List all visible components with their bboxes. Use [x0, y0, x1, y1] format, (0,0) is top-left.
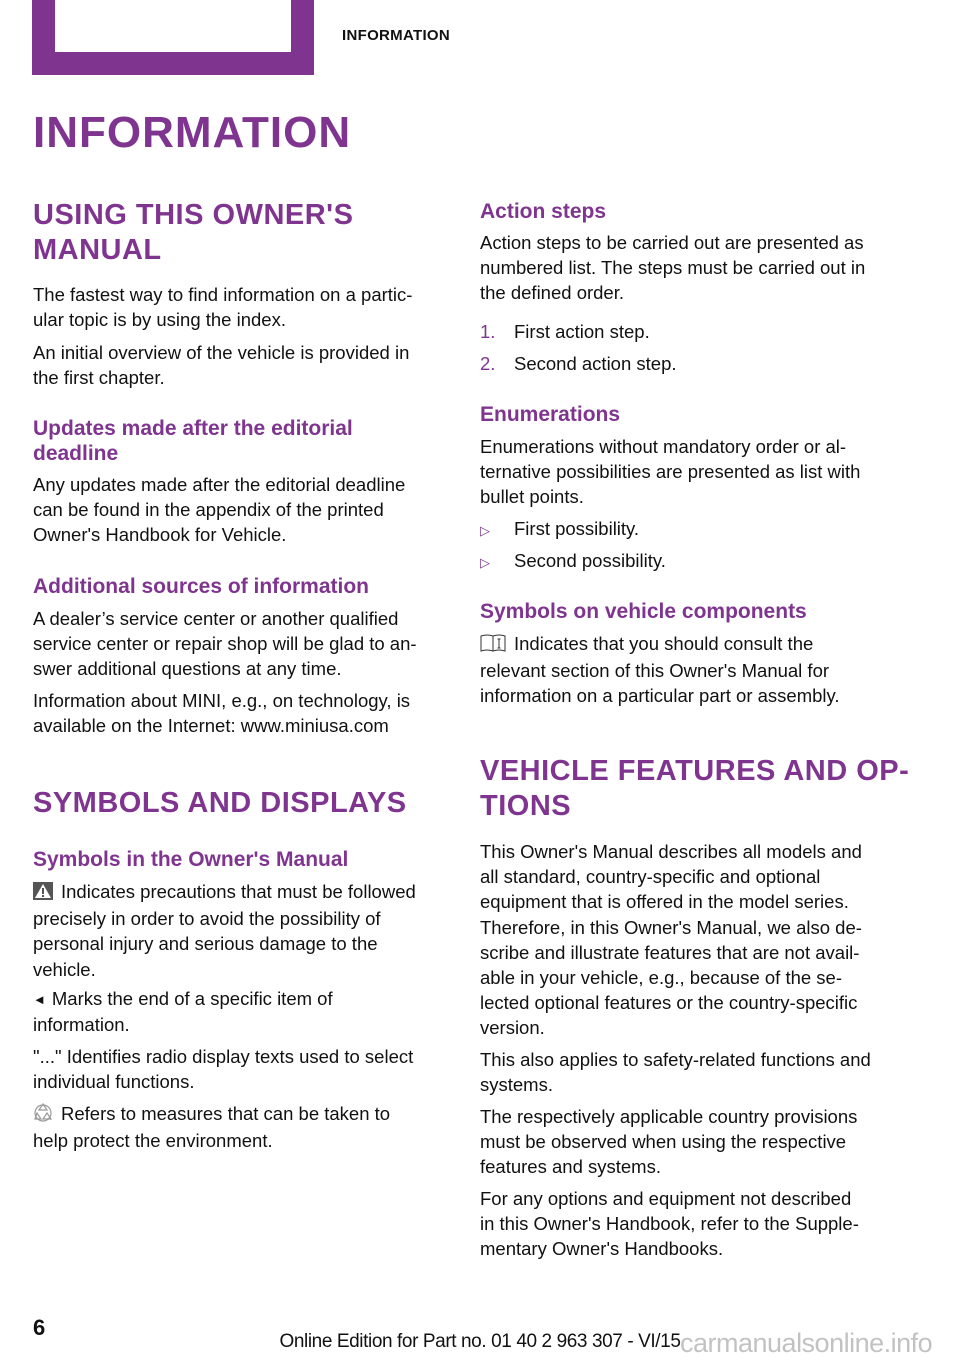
paragraph: This also applies to safety-related functions and systems. — [480, 1049, 871, 1096]
list-item-text: First action step. — [514, 321, 650, 342]
paragraph: Information about MINI, e.g., on technology, is available on the Internet: www.miniusa.com — [33, 690, 411, 737]
paragraph: "..." Identifies radio display texts used to select individual functions. — [33, 1046, 414, 1093]
warning-text: Indicates precautions that must be followed precisely in order to avoid the possibility of personal injury and serious damage to the vehicle. — [33, 881, 416, 980]
paragraph: A dealer’s service center or another qualified service center or repair shop will be glad to an- swer additional questions at any time. — [33, 608, 417, 680]
edition-footer: Online Edition for Part no. 01 40 2 963 307 - VI/15 — [279, 1331, 681, 1352]
list-number: 2. — [480, 353, 496, 374]
section-heading-vehicle-features: VEHICLE FEATURES AND OP- TIONS — [480, 755, 910, 822]
subheading-action-steps: Action steps — [480, 200, 607, 223]
end-mark-icon: ◄ — [33, 992, 46, 1007]
warning-triangle-icon — [33, 881, 53, 906]
subheading-additional-sources: Additional sources of information — [33, 575, 370, 598]
section-heading-using-manual: USING THIS OWNER'S MANUAL — [33, 199, 354, 266]
warning-paragraph — [33, 879, 453, 982]
page-number: 6 — [33, 1315, 46, 1340]
environment-text: Refers to measures that can be taken to help protect the environment. — [33, 1103, 391, 1152]
list-item — [480, 351, 677, 376]
paragraph: Any updates made after the editorial deadline can be found in the appendix of the printed Owner's Handbook for Vehicle. — [33, 474, 406, 546]
running-header: INFORMATION — [342, 27, 451, 44]
bullet-triangle-icon: ▷ — [480, 523, 490, 538]
recycling-icon — [33, 1102, 53, 1128]
watermark: carmanualsonline.info — [680, 1328, 933, 1358]
end-mark-text: Marks the end of a specific item of information. — [33, 988, 333, 1036]
bullet-text: Second possibility. — [514, 550, 666, 571]
subheading-vehicle-symbols: Symbols on vehicle components — [480, 600, 807, 623]
paragraph: Action steps to be carried out are presented as numbered list. The steps must be carried out in the defined order. — [480, 232, 866, 304]
subheading-updates: Updates made after the editorial deadline — [33, 417, 353, 465]
manual-book-icon — [480, 633, 506, 658]
section-heading-symbols: SYMBOLS AND DISPLAYS — [33, 787, 407, 819]
bullet-item — [480, 548, 666, 575]
manual-symbol-paragraph — [480, 631, 910, 709]
paragraph: This Owner's Manual describes all models and all standard, country-specific and optional equipment that is offered in the model series. Therefore, in this Owner's Manual, we also de- scribe and illustrate features that are not avail- able in your vehicle, e.g., because of the se- lected optional features or the country-specific version. — [480, 841, 862, 1039]
subheading-symbols-manual: Symbols in the Owner's Manual — [33, 848, 349, 871]
paragraph: Enumerations without mandatory order or al- ternative possibilities are presented as list with bullet points. — [480, 436, 861, 508]
manual-symbol-text: Indicates that you should consult the relevant section of this Owner's Manual for information on a particular part or assembly. — [480, 633, 840, 707]
list-item — [480, 319, 650, 344]
bullet-text: First possibility. — [514, 518, 640, 539]
chapter-tab-marker — [32, 0, 314, 75]
paragraph: For any options and equipment not described in this Owner's Handbook, refer to the Supple- mentary Owner's Handbooks. — [480, 1188, 859, 1260]
subheading-enumerations: Enumerations — [480, 403, 621, 426]
paragraph: The respectively applicable country provisions must be observed when using the respective features and systems. — [480, 1106, 858, 1178]
list-item-text: Second action step. — [514, 353, 677, 374]
end-mark-paragraph — [33, 986, 453, 1037]
page-title: INFORMATION — [33, 108, 352, 157]
bullet-item — [480, 516, 639, 543]
environment-paragraph — [33, 1101, 453, 1153]
list-number: 1. — [480, 321, 496, 342]
bullet-triangle-icon: ▷ — [480, 555, 490, 570]
paragraph: The fastest way to find information on a partic- ular topic is by using the index. — [33, 284, 413, 331]
paragraph: An initial overview of the vehicle is provided in the first chapter. — [33, 342, 410, 389]
